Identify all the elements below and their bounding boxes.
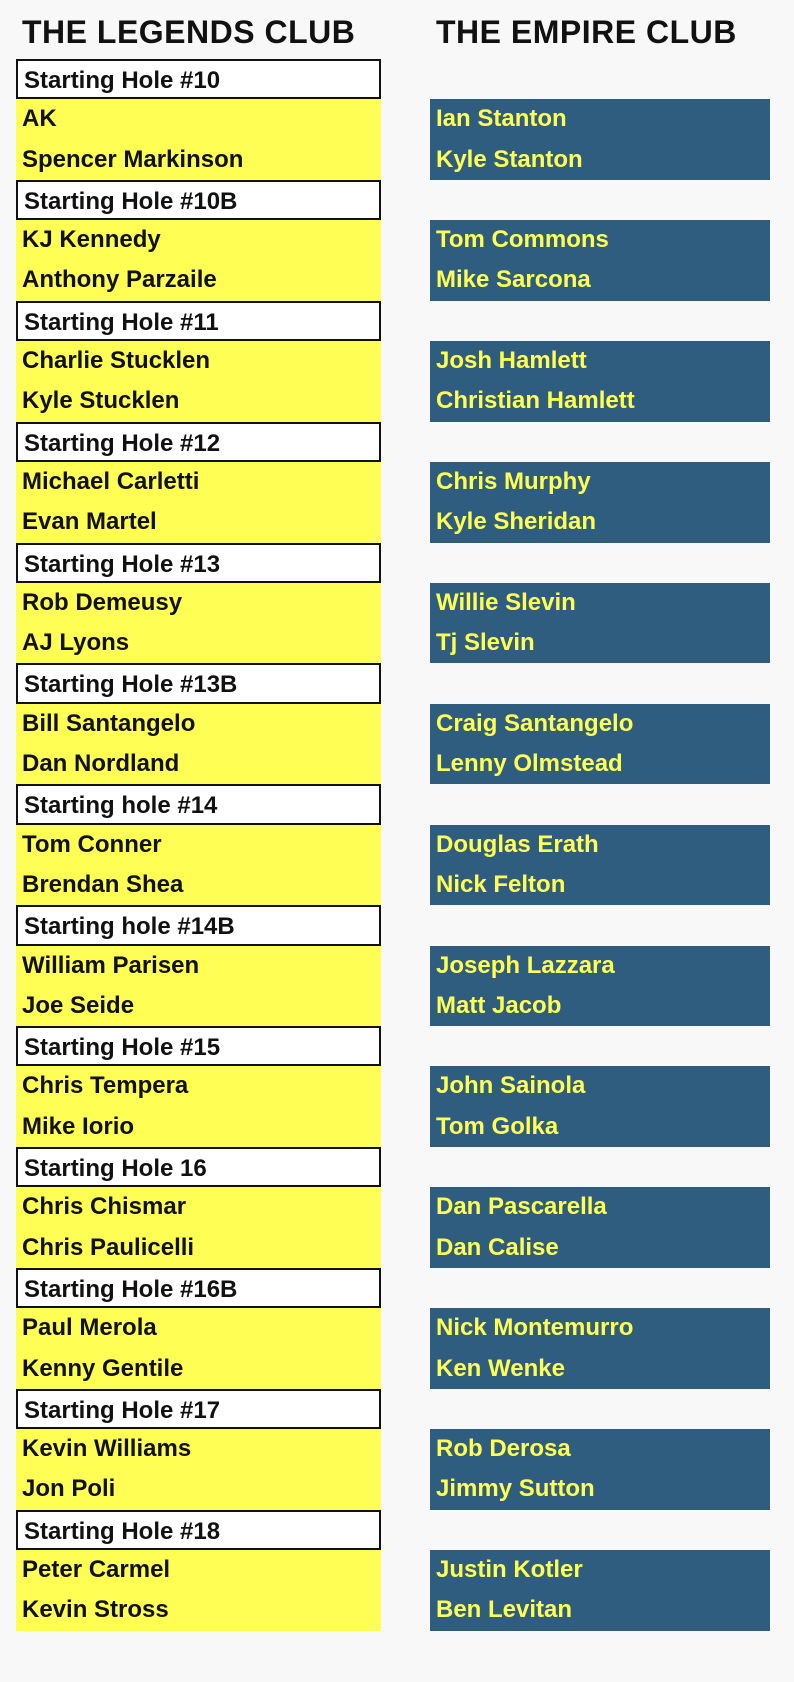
legends-player-name: Peter Carmel bbox=[16, 1550, 381, 1590]
empire-column bbox=[430, 59, 770, 1631]
empire-group-spacer bbox=[430, 59, 770, 99]
empire-player-name: Tom Golka bbox=[430, 1107, 770, 1147]
legends-club-title: THE LEGENDS CLUB bbox=[22, 14, 356, 50]
empire-group bbox=[430, 663, 770, 784]
legends-player-name: Joe Seide bbox=[16, 986, 381, 1026]
starting-hole-label: Starting Hole #16B bbox=[16, 1268, 381, 1308]
empire-player-name: Kyle Stanton bbox=[430, 140, 770, 180]
starting-hole-label: Starting Hole #13 bbox=[16, 543, 381, 583]
empire-player-name: Jimmy Sutton bbox=[430, 1469, 770, 1509]
empire-player-name: Dan Calise bbox=[430, 1228, 770, 1268]
legends-player-name: KJ Kennedy bbox=[16, 220, 381, 260]
legends-player-name: William Parisen bbox=[16, 946, 381, 986]
legends-player-name: Bill Santangelo bbox=[16, 704, 381, 744]
starting-hole-label: Starting Hole #13B bbox=[16, 663, 381, 703]
empire-group-spacer bbox=[430, 180, 770, 220]
legends-player-name: Anthony Parzaile bbox=[16, 260, 381, 300]
legends-player-name: Jon Poli bbox=[16, 1469, 381, 1509]
starting-hole-label: Starting Hole #11 bbox=[16, 301, 381, 341]
empire-player-name: Ben Levitan bbox=[430, 1590, 770, 1630]
starting-hole-label: Starting hole #14B bbox=[16, 905, 381, 945]
legends-group bbox=[16, 301, 381, 422]
starting-hole-label: Starting Hole #10 bbox=[16, 59, 381, 99]
legends-group bbox=[16, 180, 381, 301]
legends-player-name: Spencer Markinson bbox=[16, 140, 381, 180]
empire-group-spacer bbox=[430, 1510, 770, 1550]
empire-player-name: Tom Commons bbox=[430, 220, 770, 260]
empire-player-name: Mike Sarcona bbox=[430, 260, 770, 300]
empire-group bbox=[430, 784, 770, 905]
legends-player-name: Brendan Shea bbox=[16, 865, 381, 905]
empire-player-name: Tj Slevin bbox=[430, 623, 770, 663]
starting-hole-label: Starting Hole #12 bbox=[16, 422, 381, 462]
legends-player-name: Kyle Stucklen bbox=[16, 381, 381, 421]
legends-group bbox=[16, 422, 381, 543]
empire-group-spacer bbox=[430, 663, 770, 703]
empire-group-spacer bbox=[430, 422, 770, 462]
empire-group bbox=[430, 180, 770, 301]
legends-player-name: Kenny Gentile bbox=[16, 1349, 381, 1389]
empire-group bbox=[430, 1268, 770, 1389]
legends-player-name: Charlie Stucklen bbox=[16, 341, 381, 381]
empire-player-name: Craig Santangelo bbox=[430, 704, 770, 744]
empire-player-name: Ken Wenke bbox=[430, 1349, 770, 1389]
empire-group-spacer bbox=[430, 1268, 770, 1308]
empire-player-name: Lenny Olmstead bbox=[430, 744, 770, 784]
starting-hole-label: Starting hole #14 bbox=[16, 784, 381, 824]
empire-player-name: Justin Kotler bbox=[430, 1550, 770, 1590]
empire-group-spacer bbox=[430, 1147, 770, 1187]
empire-group bbox=[430, 543, 770, 664]
legends-group bbox=[16, 905, 381, 1026]
legends-group bbox=[16, 1147, 381, 1268]
legends-group bbox=[16, 1026, 381, 1147]
starting-hole-label: Starting Hole #15 bbox=[16, 1026, 381, 1066]
empire-player-name: John Sainola bbox=[430, 1066, 770, 1106]
starting-hole-label: Starting Hole #18 bbox=[16, 1510, 381, 1550]
legends-group bbox=[16, 784, 381, 905]
empire-group-spacer bbox=[430, 784, 770, 824]
legends-player-name: Dan Nordland bbox=[16, 744, 381, 784]
legends-group bbox=[16, 1389, 381, 1510]
legends-player-name: Chris Tempera bbox=[16, 1066, 381, 1106]
empire-player-name: Nick Felton bbox=[430, 865, 770, 905]
empire-group bbox=[430, 905, 770, 1026]
empire-group bbox=[430, 1389, 770, 1510]
empire-player-name: Douglas Erath bbox=[430, 825, 770, 865]
starting-hole-label: Starting Hole #17 bbox=[16, 1389, 381, 1429]
empire-group-spacer bbox=[430, 1389, 770, 1429]
empire-player-name: Chris Murphy bbox=[430, 462, 770, 502]
legends-player-name: Kevin Williams bbox=[16, 1429, 381, 1469]
legends-player-name: Mike Iorio bbox=[16, 1107, 381, 1147]
empire-player-name: Ian Stanton bbox=[430, 99, 770, 139]
empire-group bbox=[430, 1510, 770, 1631]
legends-player-name: Chris Chismar bbox=[16, 1187, 381, 1227]
empire-group-spacer bbox=[430, 301, 770, 341]
legends-group bbox=[16, 1268, 381, 1389]
legends-player-name: Michael Carletti bbox=[16, 462, 381, 502]
empire-group-spacer bbox=[430, 543, 770, 583]
empire-player-name: Kyle Sheridan bbox=[430, 502, 770, 542]
empire-player-name: Dan Pascarella bbox=[430, 1187, 770, 1227]
legends-player-name: AJ Lyons bbox=[16, 623, 381, 663]
legends-player-name: Kevin Stross bbox=[16, 1590, 381, 1630]
empire-group bbox=[430, 422, 770, 543]
empire-group bbox=[430, 301, 770, 422]
empire-player-name: Rob Derosa bbox=[430, 1429, 770, 1469]
legends-player-name: Paul Merola bbox=[16, 1308, 381, 1348]
legends-player-name: Tom Conner bbox=[16, 825, 381, 865]
empire-group bbox=[430, 59, 770, 180]
empire-player-name: Matt Jacob bbox=[430, 986, 770, 1026]
legends-player-name: AK bbox=[16, 99, 381, 139]
empire-player-name: Joseph Lazzara bbox=[430, 946, 770, 986]
empire-group-spacer bbox=[430, 905, 770, 945]
empire-group bbox=[430, 1026, 770, 1147]
empire-club-title: THE EMPIRE CLUB bbox=[436, 14, 737, 50]
empire-player-name: Christian Hamlett bbox=[430, 381, 770, 421]
legends-group bbox=[16, 663, 381, 784]
starting-hole-label: Starting Hole 16 bbox=[16, 1147, 381, 1187]
starting-hole-label: Starting Hole #10B bbox=[16, 180, 381, 220]
legends-group bbox=[16, 543, 381, 664]
legends-group bbox=[16, 59, 381, 180]
empire-player-name: Josh Hamlett bbox=[430, 341, 770, 381]
legends-column bbox=[16, 59, 381, 1631]
empire-group bbox=[430, 1147, 770, 1268]
legends-player-name: Chris Paulicelli bbox=[16, 1228, 381, 1268]
legends-player-name: Evan Martel bbox=[16, 502, 381, 542]
empire-player-name: Willie Slevin bbox=[430, 583, 770, 623]
legends-group bbox=[16, 1510, 381, 1631]
legends-player-name: Rob Demeusy bbox=[16, 583, 381, 623]
empire-group-spacer bbox=[430, 1026, 770, 1066]
empire-player-name: Nick Montemurro bbox=[430, 1308, 770, 1348]
